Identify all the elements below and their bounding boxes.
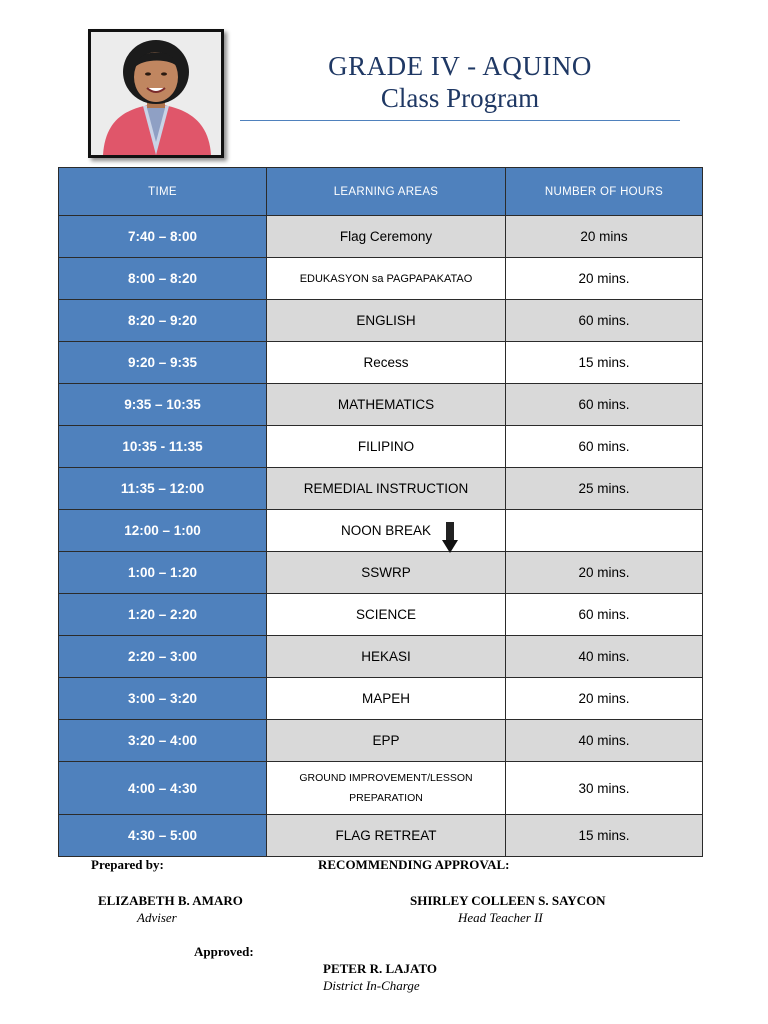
table-row [59, 468, 703, 510]
hours-cell: 60 mins. [506, 300, 703, 342]
header-number-of-hours: NUMBER OF HOURS [506, 168, 703, 216]
time-cell: 8:00 – 8:20 [59, 258, 267, 300]
head-teacher-name: SHIRLEY COLLEEN S. SAYCON [410, 893, 606, 908]
time-cell: 4:00 – 4:30 [59, 762, 267, 815]
table-row [59, 552, 703, 594]
district-title: District In-Charge [323, 978, 420, 993]
hours-cell: 60 mins. [506, 384, 703, 426]
time-cell: 11:35 – 12:00 [59, 468, 267, 510]
hours-cell: 60 mins. [506, 594, 703, 636]
head-teacher-title: Head Teacher II [458, 910, 543, 925]
hours-cell: 15 mins. [506, 342, 703, 384]
table-row [59, 510, 703, 552]
table-row [59, 342, 703, 384]
title-divider [240, 120, 680, 121]
table-row [59, 762, 703, 815]
time-cell: 7:40 – 8:00 [59, 216, 267, 258]
table-header-row [59, 168, 703, 216]
adviser-name: ELIZABETH B. AMARO [98, 893, 243, 908]
table-row [59, 594, 703, 636]
time-cell: 1:00 – 1:20 [59, 552, 267, 594]
area-cell: EPP [267, 720, 506, 762]
area-cell: MAPEH [267, 678, 506, 720]
table-row [59, 636, 703, 678]
hours-cell: 15 mins. [506, 815, 703, 857]
area-cell: MATHEMATICS [267, 384, 506, 426]
time-cell: 9:20 – 9:35 [59, 342, 267, 384]
page-subtitle: Class Program [380, 83, 540, 113]
area-cell: SCIENCE [267, 594, 506, 636]
teacher-photo [88, 29, 224, 158]
area-cell: SSWRP [267, 552, 506, 594]
hours-cell: 20 mins. [506, 258, 703, 300]
hours-cell: 40 mins. [506, 720, 703, 762]
time-cell: 12:00 – 1:00 [59, 510, 267, 552]
area-cell: FLAG RETREAT [267, 815, 506, 857]
time-cell: 10:35 - 11:35 [59, 426, 267, 468]
time-cell: 3:00 – 3:20 [59, 678, 267, 720]
table-row [59, 720, 703, 762]
time-cell: 8:20 – 9:20 [59, 300, 267, 342]
hours-cell [506, 510, 703, 552]
time-cell: 4:30 – 5:00 [59, 815, 267, 857]
time-cell: 2:20 – 3:00 [59, 636, 267, 678]
table-row [59, 384, 703, 426]
prepared-by-label: Prepared by: [91, 857, 164, 872]
district-name: PETER R. LAJATO [323, 961, 438, 976]
hours-cell: 20 mins. [506, 552, 703, 594]
hours-cell: 60 mins. [506, 426, 703, 468]
table-row [59, 300, 703, 342]
area-cell: HEKASI [267, 636, 506, 678]
time-cell: 9:35 – 10:35 [59, 384, 267, 426]
table-row [59, 216, 703, 258]
area-cell: GROUND IMPROVEMENT/LESSON PREPARATION [267, 762, 506, 815]
header-learning-areas: LEARNING AREAS [267, 168, 506, 216]
area-cell: ENGLISH [267, 300, 506, 342]
page-title: GRADE IV - AQUINO [328, 51, 592, 81]
header-time: TIME [59, 168, 267, 216]
hours-cell: 20 mins. [506, 678, 703, 720]
table-row [59, 258, 703, 300]
table-row [59, 678, 703, 720]
area-cell: Recess [267, 342, 506, 384]
adviser-title: Adviser [137, 910, 177, 925]
area-cell: EDUKASYON sa PAGPAPAKATAO [267, 258, 506, 300]
area-cell: Flag Ceremony [267, 216, 506, 258]
recommending-approval-label: RECOMMENDING APPROVAL: [318, 857, 510, 872]
area-cell [267, 510, 506, 552]
hours-cell: 40 mins. [506, 636, 703, 678]
time-cell: 3:20 – 4:00 [59, 720, 267, 762]
hours-cell: 20 mins [506, 216, 703, 258]
table-row [59, 426, 703, 468]
area-cell: REMEDIAL INSTRUCTION [267, 468, 506, 510]
hours-cell: 30 mins. [506, 762, 703, 815]
class-program-table [58, 167, 703, 857]
area-cell: FILIPINO [267, 426, 506, 468]
down-arrow-icon [442, 522, 458, 554]
hours-cell: 25 mins. [506, 468, 703, 510]
area-label: NOON BREAK [340, 523, 432, 538]
title-block [240, 50, 680, 114]
approved-label: Approved: [194, 944, 254, 959]
time-cell: 1:20 – 2:20 [59, 594, 267, 636]
table-row [59, 815, 703, 857]
